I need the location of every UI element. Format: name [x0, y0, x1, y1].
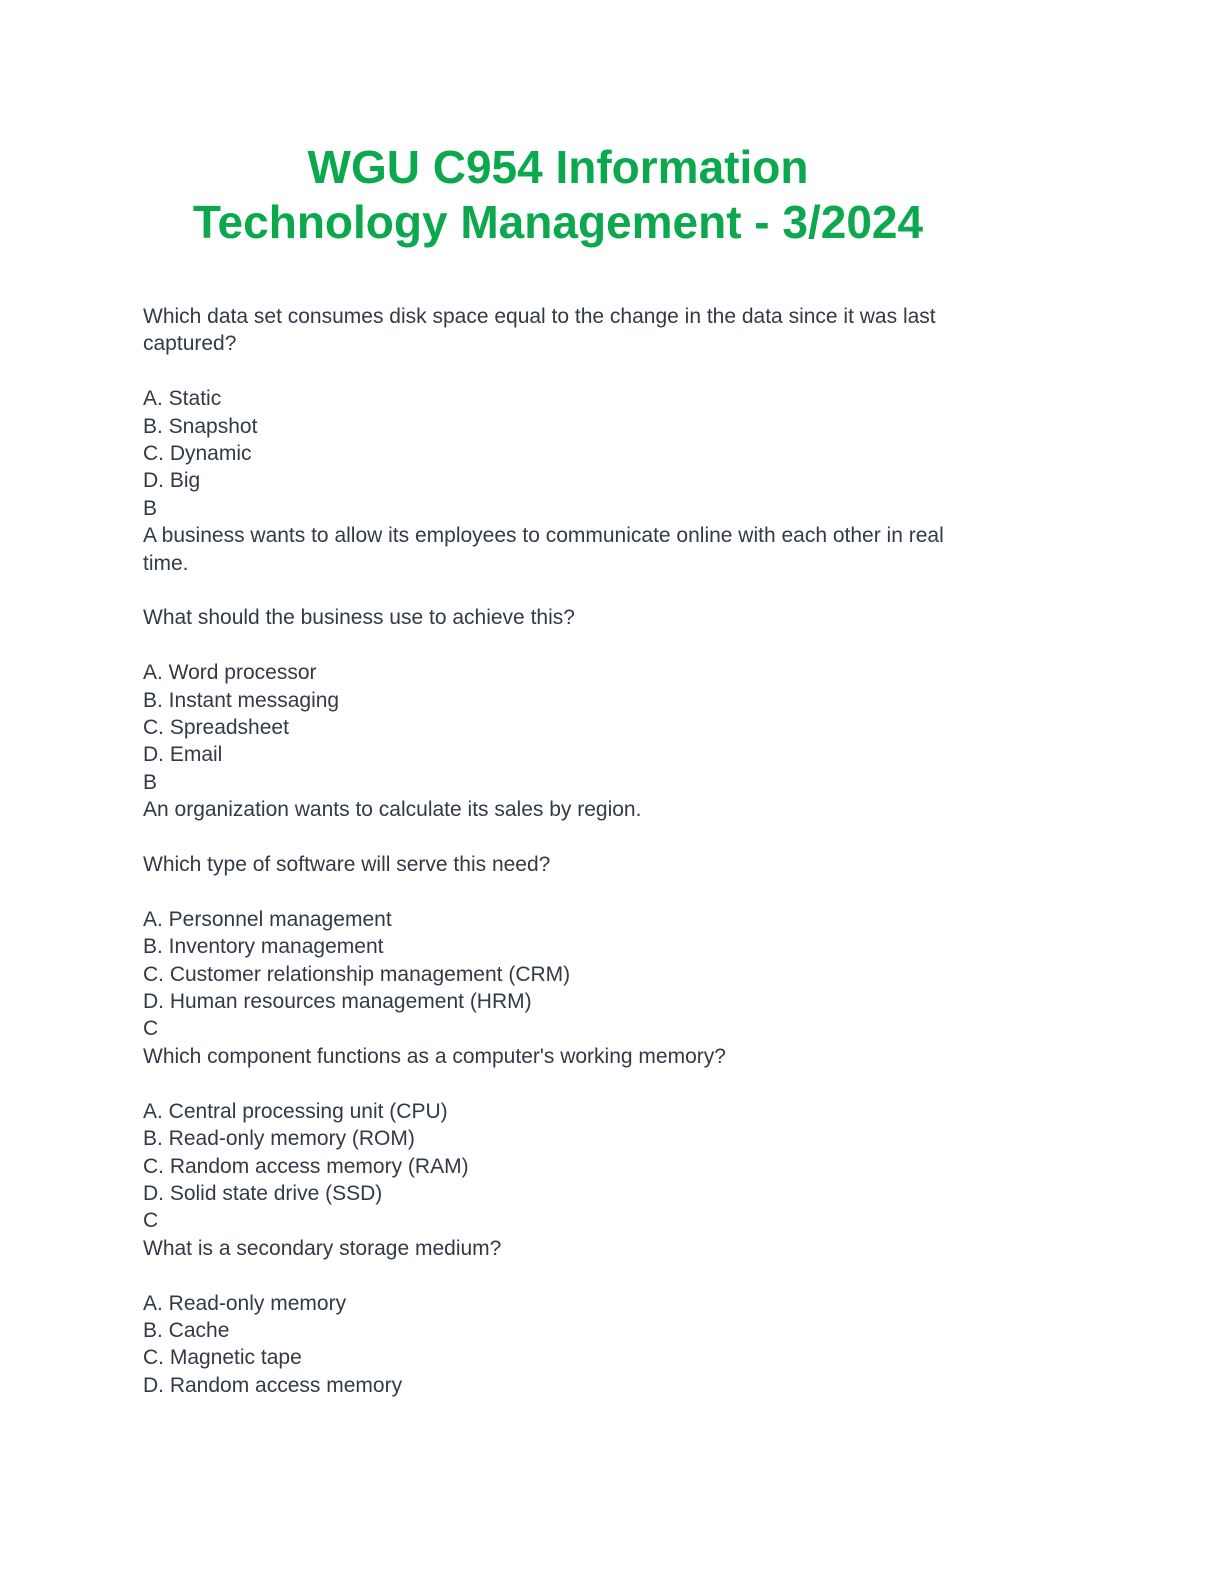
questions-list	[143, 303, 1224, 1399]
answer-line: B	[143, 770, 158, 794]
title-line-1: WGU C954 Information	[307, 141, 809, 193]
option-line: C. Random access memory (RAM)	[143, 1154, 469, 1178]
document-title	[143, 140, 973, 250]
question-paragraph	[143, 1043, 1224, 1070]
option-line: C. Spreadsheet	[143, 716, 289, 740]
question-text-line: What is a secondary storage medium?	[143, 1236, 502, 1260]
title-line-2: Technology Management - 3/2024	[192, 196, 924, 248]
question-paragraph	[143, 796, 1224, 823]
option-line: D. Solid state drive (SSD)	[143, 1181, 383, 1205]
option-line: D. Email	[143, 743, 223, 767]
answer-line: C	[143, 1017, 159, 1041]
option-line: B. Read-only memory (ROM)	[143, 1127, 415, 1151]
question-block	[143, 1235, 1224, 1399]
option-line: A. Read-only memory	[143, 1291, 347, 1315]
question-text-line: Which type of software will serve this need?	[143, 853, 551, 877]
question-paragraph	[143, 604, 1224, 631]
options-list	[143, 1290, 1224, 1400]
question-block	[143, 796, 1224, 1043]
question-paragraph	[143, 1235, 1224, 1262]
question-text-line: Which data set consumes disk space equal to the change in the data since it was last	[143, 305, 936, 328]
answer-line: B	[143, 496, 158, 520]
question-text-line: An organization wants to calculate its sales by region.	[143, 798, 642, 822]
question-paragraph	[143, 303, 1224, 358]
option-line: C. Customer relationship management (CRM)	[143, 962, 571, 986]
option-line: C. Magnetic tape	[143, 1346, 302, 1370]
question-paragraph	[143, 851, 1224, 878]
option-line: B. Snapshot	[143, 414, 258, 438]
question-text-line: Which component functions as a computer's working memory?	[143, 1044, 726, 1068]
option-line: A. Central processing unit (CPU)	[143, 1099, 448, 1123]
question-block	[143, 522, 1224, 796]
option-line: D. Human resources management (HRM)	[143, 990, 532, 1014]
question-paragraph	[143, 522, 1224, 577]
question-block	[143, 303, 1224, 522]
option-line: D. Random access memory	[143, 1373, 403, 1397]
option-line: D. Big	[143, 469, 201, 493]
options-list	[143, 659, 1224, 769]
question-text-line: time.	[143, 551, 189, 575]
question-block	[143, 1043, 1224, 1235]
option-line: B. Instant messaging	[143, 688, 340, 712]
answer-line: C	[143, 1209, 159, 1233]
option-line: C. Dynamic	[143, 442, 252, 466]
options-list	[143, 906, 1224, 1016]
option-line: A. Static	[143, 387, 222, 411]
question-text-line: A business wants to allow its employees to communicate online with each other in real	[143, 524, 944, 548]
option-line: A. Word processor	[143, 661, 317, 685]
option-line: B. Cache	[143, 1318, 230, 1342]
option-line: A. Personnel management	[143, 907, 392, 931]
option-line: B. Inventory management	[143, 935, 384, 959]
question-text-line: captured?	[143, 332, 237, 356]
options-list	[143, 385, 1224, 495]
question-text-line: What should the business use to achieve this?	[143, 606, 575, 630]
options-list	[143, 1098, 1224, 1208]
